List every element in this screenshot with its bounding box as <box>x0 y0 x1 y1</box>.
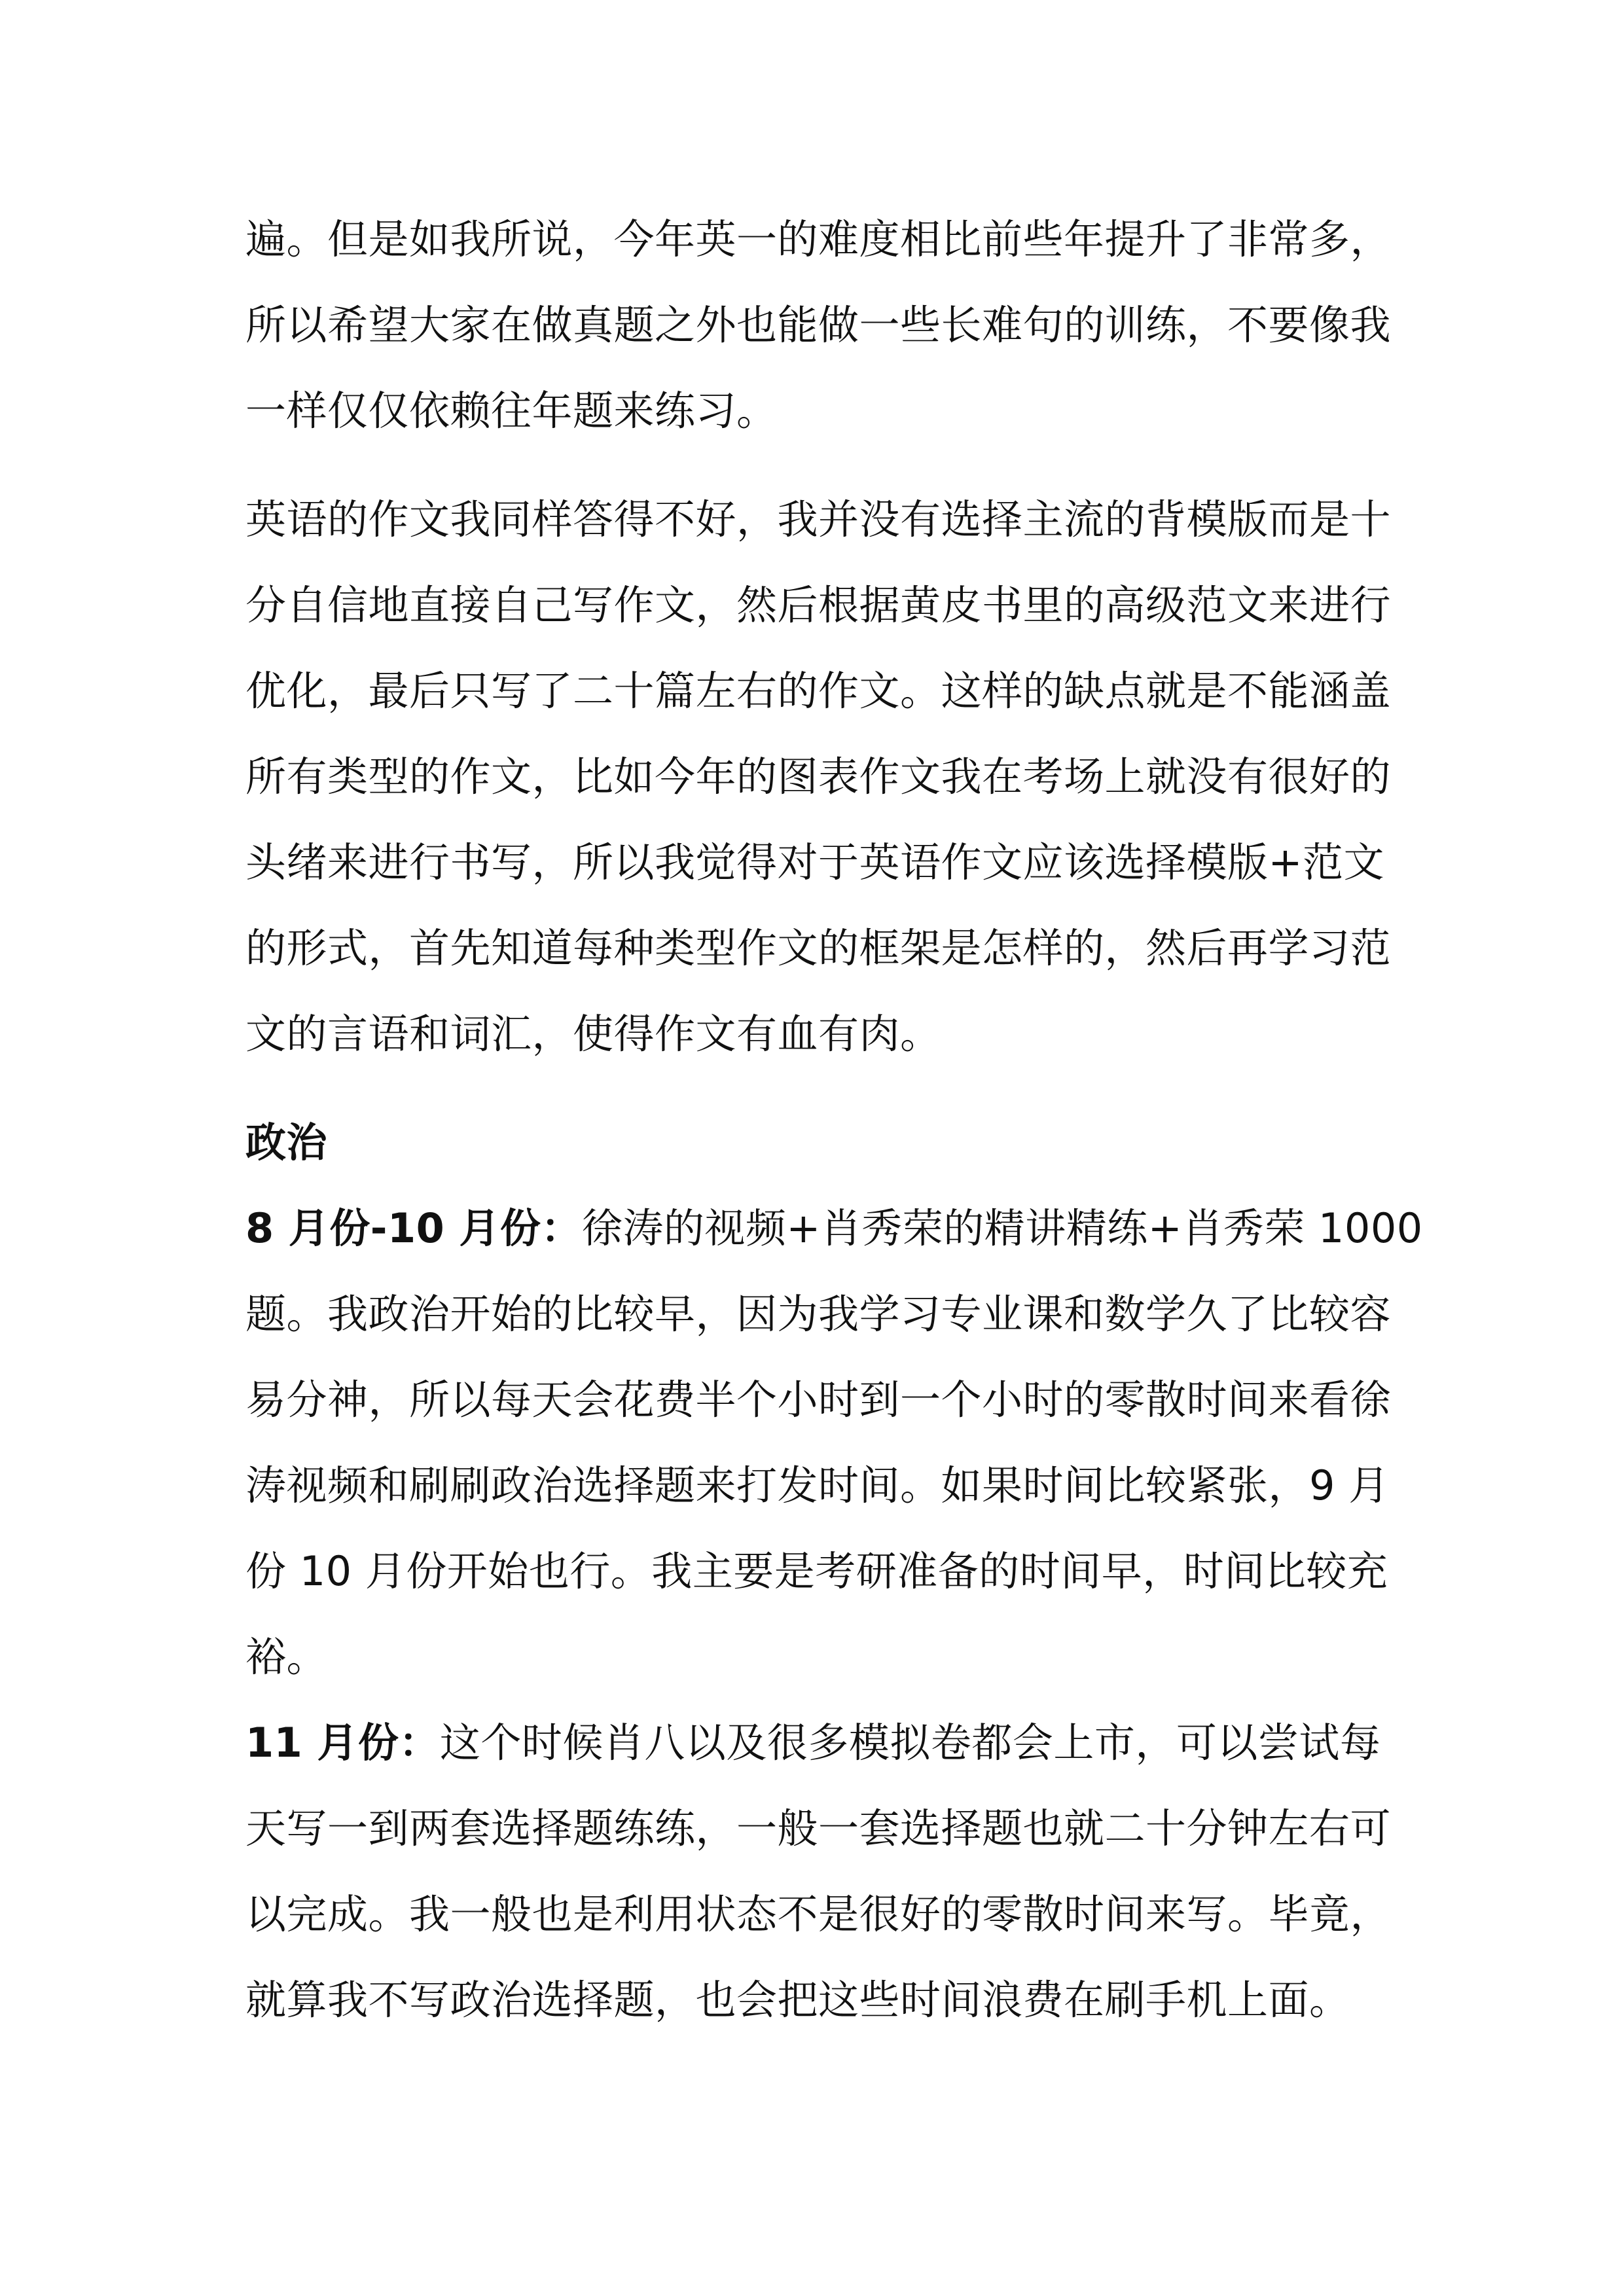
document-page <box>245 196 1423 2043</box>
text-line: 英语的作文我同样答得不好，我并没有选择主流的背模版而是十 <box>245 495 1392 543</box>
text-line: 所有类型的作文，比如今年的图表作文我在考场上就没有很好的 <box>245 753 1392 800</box>
text-line: 优化，最后只写了二十篇左右的作文。这样的缺点就是不能涵盖 <box>245 667 1392 715</box>
text-line: 头绪来进行书写，所以我觉得对于英语作文应该选择模版+范文 <box>245 838 1384 886</box>
text-line: 裕。 <box>245 1633 328 1681</box>
text-line: 分自信地直接自己写作文，然后根据黄皮书里的高级范文来进行 <box>245 581 1392 629</box>
text-line: 易分神，所以每天会花费半个小时到一个小时的零散时间来看徐 <box>245 1376 1392 1424</box>
text-line: 就算我不写政治选择题，也会把这些时间浪费在刷手机上面。 <box>245 1976 1350 2024</box>
text-line <box>245 1185 1423 1271</box>
text-line: 天写一到两套选择题练练，一般一套选择题也就二十分钟左右可 <box>245 1804 1392 1852</box>
text-line: 份 10 月份开始也行。我主要是考研准备的时间早，时间比较充 <box>245 1547 1388 1595</box>
text-segment: 徐涛的视频+肖秀荣的精讲精练+肖秀荣 1000 <box>581 1204 1423 1252</box>
text-line: 的形式，首先知道每种类型作文的框架是怎样的，然后再学习范 <box>245 924 1392 972</box>
period-label: 8 月份-10 月份： <box>245 1204 582 1252</box>
paragraph-english-writing <box>245 476 1392 1077</box>
section-heading-politics: 政治 <box>245 1119 328 1166</box>
text-line: 以完成。我一般也是利用状态不是很好的零散时间来写。毕竟， <box>245 1890 1392 1938</box>
text-line: 遍。但是如我所说，今年英一的难度相比前些年提升了非常多， <box>245 215 1392 263</box>
text-line: 文的言语和词汇，使得作文有血有肉。 <box>245 1010 941 1058</box>
text-line: 涛视频和刷刷政治选择题来打发时间。如果时间比较紧张，9 月 <box>245 1462 1390 1509</box>
paragraph-english-reading <box>245 196 1392 454</box>
period-label: 11 月份： <box>245 1719 440 1767</box>
text-line <box>245 1700 1388 1785</box>
paragraph-politics-nov <box>245 1700 1392 2043</box>
paragraph-politics-aug-oct <box>245 1185 1423 1700</box>
text-line: 所以希望大家在做真题之外也能做一些长难句的训练，不要像我 <box>245 301 1392 349</box>
text-line: 题。我政治开始的比较早，因为我学习专业课和数学久了比较容 <box>245 1290 1392 1338</box>
text-line: 一样仅仅依赖往年题来练习。 <box>245 387 778 435</box>
text-segment: 这个时候肖八以及很多模拟卷都会上市，可以尝试每 <box>439 1719 1381 1767</box>
